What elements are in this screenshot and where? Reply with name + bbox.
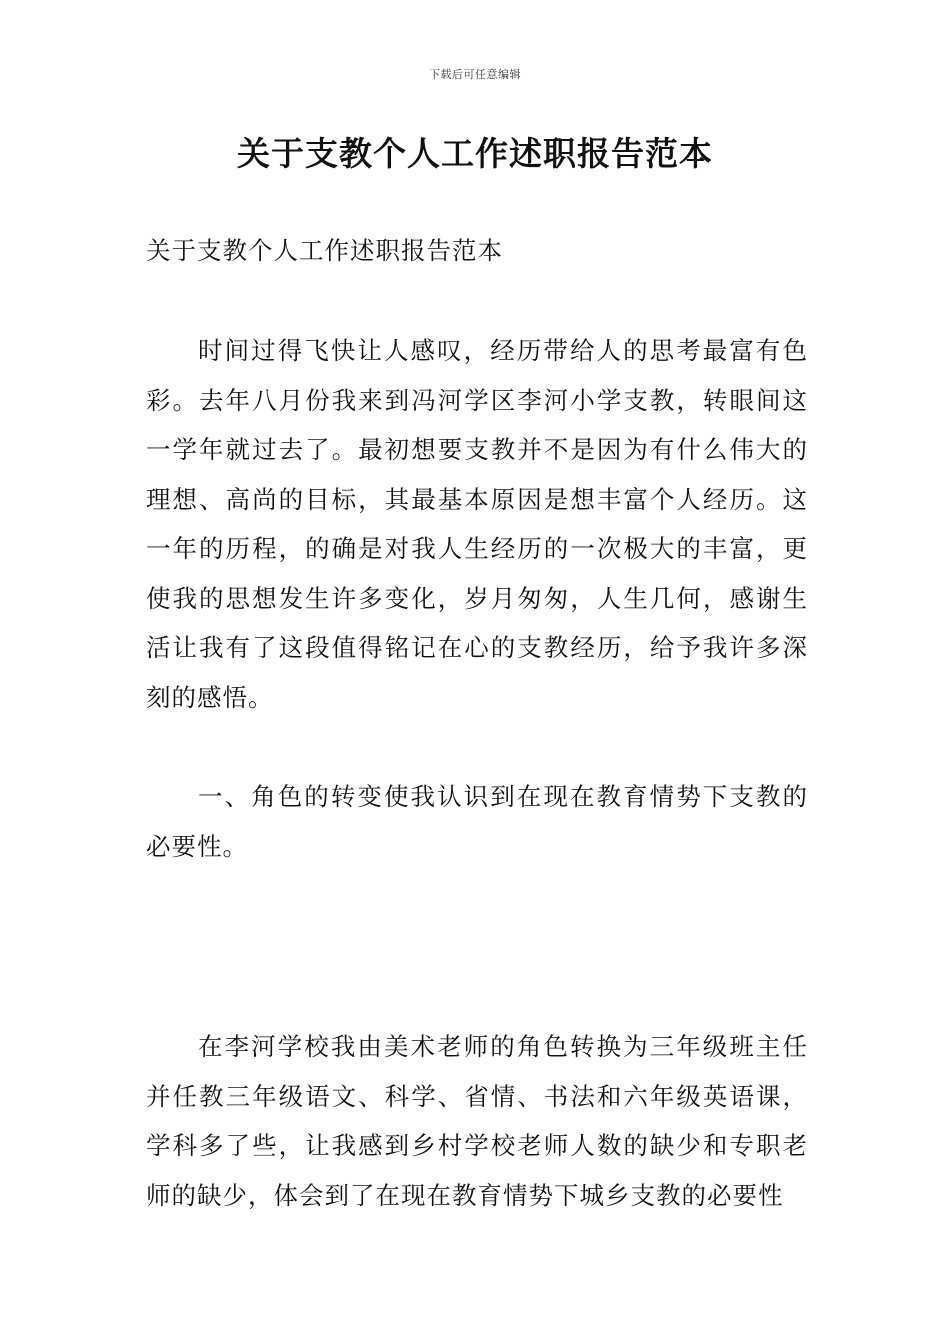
document-title: 关于支教个人工作述职报告范本: [237, 134, 713, 173]
paragraph-intro: 时间过得飞快让人感叹，经历带给人的思考最富有色彩。去年八月份我来到冯河学区李河小学支教，转眼间这一学年就过去了。最初想要支教并不是因为有什么伟大的理想、高尚的目标，其最基本原因是想丰富个人经历。这一年的历程，的确是对我人生经历的一次极大的丰富，更使我的思想发生许多变化，岁月匆匆，人生几何，感谢生活让我有了这段值得铭记在心的支教经历，给予我许多深刻的感悟。: [146, 336, 808, 712]
header-note: 下载后可任意编辑: [429, 68, 521, 81]
document-subtitle: 关于支教个人工作述职报告范本: [146, 236, 503, 265]
paragraph-role-change: 在李河学校我由美术老师的角色转换为三年级班主任并任教三年级语文、科学、省情、书法和六年级英语课，学科多了些，让我感到乡村学校老师人数的缺少和专职老师的缺少，体会到了在现在教育情势下城乡支教的必要性: [146, 1032, 808, 1210]
section-heading-1: 一、角色的转变使我认识到在现在教育情势下支教的必要性。: [146, 782, 808, 861]
